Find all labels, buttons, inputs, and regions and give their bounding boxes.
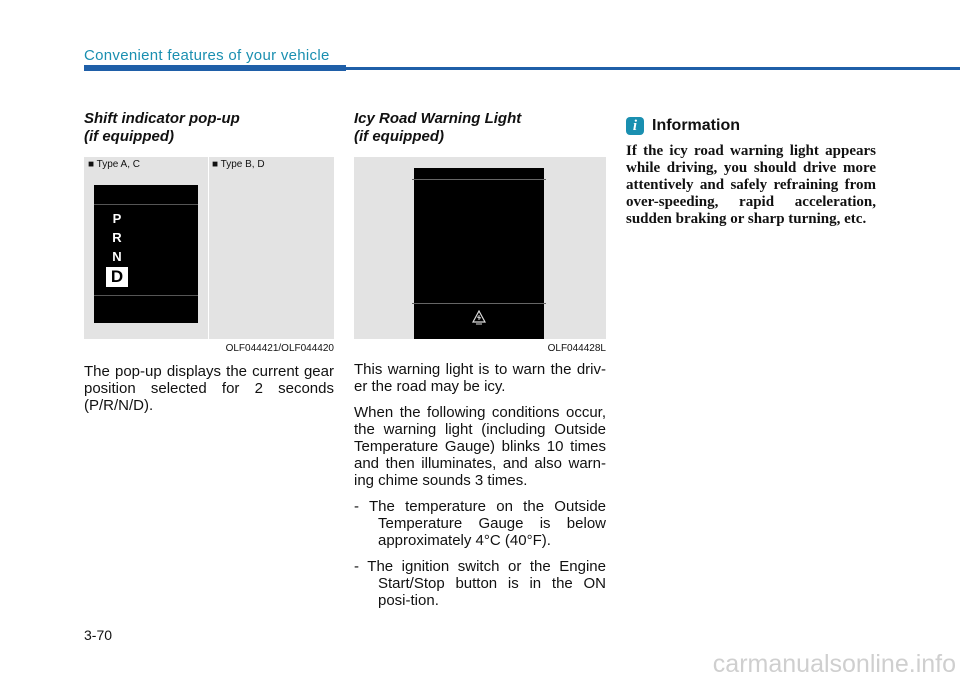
gear-d-selected: D <box>106 267 128 287</box>
shift-indicator-figure <box>84 157 334 354</box>
condition-ignition: - The ignition switch or the Engine Start/Stop button is in the ON posi-tion. <box>354 558 606 609</box>
cluster-display <box>414 168 544 339</box>
section-shift-indicator <box>84 110 334 423</box>
gear-p: P <box>112 211 122 226</box>
section-title-line2: (if equipped) <box>84 128 174 145</box>
icy-road-text-1: This warning light is to warn the driv-er the road may be icy. <box>354 361 606 395</box>
information-box <box>626 117 876 228</box>
figure-caption: OLF044428L <box>547 343 606 354</box>
figure-caption: OLF044421/OLF044420 <box>225 343 334 354</box>
section-icy-road <box>354 110 606 618</box>
section-title <box>84 110 334 146</box>
header-rule <box>84 67 960 70</box>
icy-road-figure <box>354 157 606 354</box>
cluster-display <box>94 185 198 323</box>
gear-r: R <box>112 230 122 245</box>
section-title-line1: Shift indicator pop-up <box>84 110 240 127</box>
information-text: If the icy road warning light appears while driving, you should drive more attentively and safely refraining from over-speeding, rapid acceleration, sudden braking or sharp turning, etc. <box>626 143 876 227</box>
information-title: Information <box>652 117 740 134</box>
info-icon: i <box>626 117 644 135</box>
type-label-ac: ■ Type A, C <box>88 159 140 170</box>
icy-road-icon <box>472 310 486 326</box>
section-title-line1: Icy Road Warning Light <box>354 110 522 127</box>
section-title <box>354 110 606 146</box>
icy-road-text-2: When the following conditions occur, the warning light (including Outside Temperature Gauge) blinks 10 times and then illuminates, and also warn-ing chime sounds 3 times. <box>354 404 606 489</box>
watermark: carmanualsonline.info <box>712 650 956 678</box>
page-number: 3-70 <box>84 627 113 643</box>
shift-indicator-text: The pop-up displays the current gear position selected for 2 seconds (P/R/N/D). <box>84 363 334 414</box>
gear-n: N <box>112 249 122 264</box>
page-header-title: Convenient features of your vehicle <box>84 47 330 64</box>
section-title-line2: (if equipped) <box>354 128 444 145</box>
figure-divider <box>208 157 209 339</box>
condition-temperature: - The temperature on the Outside Temperature Gauge is below approximately 4°C (40°F). <box>354 498 606 549</box>
information-header <box>626 117 876 135</box>
type-label-bd: ■ Type B, D <box>212 159 265 170</box>
